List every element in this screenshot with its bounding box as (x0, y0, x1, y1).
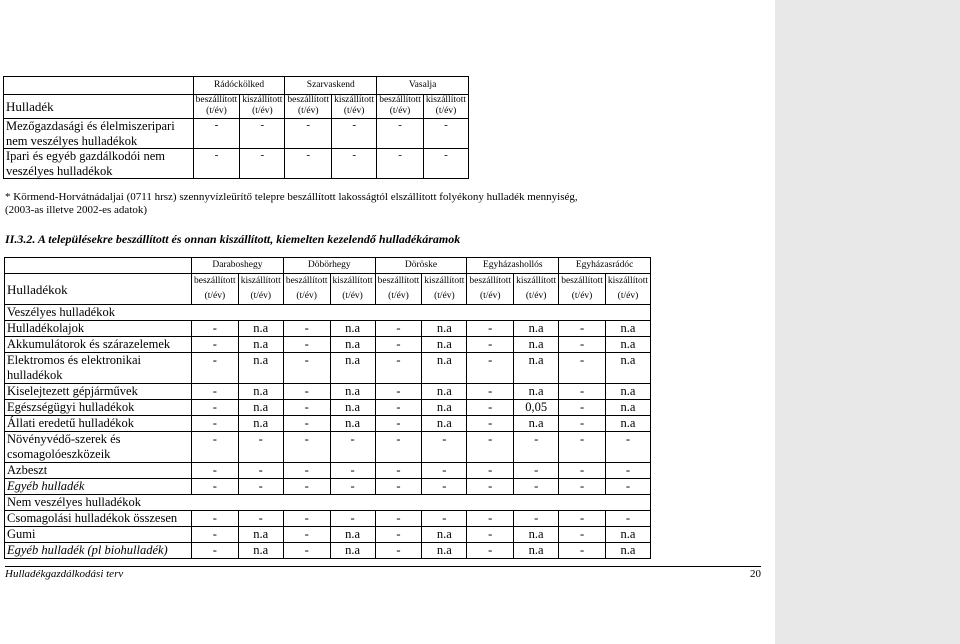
value-cell: - (238, 479, 283, 495)
col-header-in: beszállított (t/év) (192, 274, 239, 305)
value-cell: n.a (330, 353, 375, 384)
col-header-in: beszállított (t/év) (559, 274, 606, 305)
value-cell: - (559, 353, 606, 384)
value-cell: - (514, 432, 559, 463)
value-cell: - (375, 432, 422, 463)
value-cell: - (192, 416, 239, 432)
value-cell: - (330, 479, 375, 495)
row-label: Csomagolási hulladékok összesen (5, 511, 192, 527)
value-cell: n.a (238, 337, 283, 353)
value-cell: - (238, 432, 283, 463)
town-header: Egyházasrádóc (559, 258, 651, 274)
value-cell: - (283, 321, 330, 337)
value-cell: - (375, 337, 422, 353)
town-header: Daraboshegy (192, 258, 284, 274)
col-header-in: beszállított (t/év) (375, 274, 422, 305)
value-cell: n.a (605, 337, 650, 353)
value-cell: - (423, 149, 468, 179)
value-cell: - (330, 511, 375, 527)
table-row (5, 432, 651, 463)
value-cell: - (283, 463, 330, 479)
value-cell: - (559, 511, 606, 527)
value-cell: n.a (422, 527, 467, 543)
value-cell: - (605, 432, 650, 463)
column-header-label: Hulladék (4, 95, 194, 119)
value-cell: - (467, 543, 514, 559)
value-cell: - (514, 511, 559, 527)
value-cell: n.a (422, 321, 467, 337)
value-cell: n.a (422, 416, 467, 432)
table-row (5, 337, 651, 353)
value-cell: n.a (514, 527, 559, 543)
value-cell: - (467, 321, 514, 337)
value-cell: - (559, 527, 606, 543)
value-cell: - (467, 400, 514, 416)
value-cell: - (283, 527, 330, 543)
value-cell: - (559, 416, 606, 432)
value-cell: - (423, 119, 468, 149)
value-cell: - (238, 463, 283, 479)
col-header-in: beszállított (t/év) (467, 274, 514, 305)
row-label: Kiselejtezett gépjárművek (5, 384, 192, 400)
section-label: Nem veszélyes hulladékok (5, 495, 651, 511)
value-cell: - (605, 479, 650, 495)
value-cell: n.a (422, 543, 467, 559)
value-cell: - (467, 432, 514, 463)
value-cell: - (467, 463, 514, 479)
table-row (5, 479, 651, 495)
value-cell: - (559, 384, 606, 400)
table-row (5, 353, 651, 384)
value-cell: - (467, 527, 514, 543)
value-cell: - (192, 527, 239, 543)
value-cell: - (285, 119, 332, 149)
value-cell: - (283, 511, 330, 527)
value-cell: - (332, 119, 377, 149)
value-cell: n.a (238, 384, 283, 400)
value-cell: - (375, 416, 422, 432)
col-header-out: kiszállított (t/év) (240, 95, 285, 119)
town-header: Döbörhegy (283, 258, 375, 274)
value-cell: - (375, 321, 422, 337)
section-label: Veszélyes hulladékok (5, 305, 651, 321)
town-header: Vasalja (377, 77, 469, 95)
value-cell: - (422, 479, 467, 495)
col-header-out: kiszállított (t/év) (330, 274, 375, 305)
value-cell: - (192, 400, 239, 416)
value-cell: - (283, 479, 330, 495)
row-label: Egészségügyi hulladékok (5, 400, 192, 416)
value-cell: n.a (330, 543, 375, 559)
row-label: Ipari és egyéb gazdálkodói nem veszélyes hulladékok (4, 149, 194, 179)
table-row (5, 511, 651, 527)
row-label: Azbeszt (5, 463, 192, 479)
page-footer (5, 566, 761, 580)
value-cell: - (377, 149, 424, 179)
value-cell: n.a (422, 337, 467, 353)
row-label: Akkumulátorok és szárazelemek (5, 337, 192, 353)
value-cell: - (332, 149, 377, 179)
table-row (5, 400, 651, 416)
value-cell: n.a (330, 337, 375, 353)
value-cell: n.a (422, 353, 467, 384)
row-label: Mezőgazdasági és élelmiszeripari nem veszélyes hulladékok (4, 119, 194, 149)
value-cell: - (559, 479, 606, 495)
col-header-in: beszállított (t/év) (377, 95, 424, 119)
value-cell: - (422, 511, 467, 527)
value-cell: n.a (514, 384, 559, 400)
value-cell: - (467, 337, 514, 353)
value-cell: n.a (514, 353, 559, 384)
value-cell: - (283, 384, 330, 400)
value-cell: - (283, 416, 330, 432)
value-cell: n.a (330, 400, 375, 416)
town-header: Egyházashollós (467, 258, 559, 274)
row-label: Növényvédő-szerek és csomagolóeszközeik (5, 432, 192, 463)
value-cell: n.a (330, 321, 375, 337)
town-header: Döröske (375, 258, 467, 274)
value-cell: - (514, 479, 559, 495)
value-cell: n.a (238, 353, 283, 384)
value-cell: - (283, 353, 330, 384)
value-cell: - (375, 527, 422, 543)
value-cell: n.a (514, 416, 559, 432)
value-cell: - (605, 463, 650, 479)
value-cell: - (283, 543, 330, 559)
col-header-out: kiszállított (t/év) (514, 274, 559, 305)
footnote: * Körmend-Horvátnádaljai (0711 hrsz) szennyvízleürítő telepre beszállított lakosságtól elszállított folyékony hulladék mennyiség, (2003-as illetve 2002-es adatok) (5, 191, 578, 216)
value-cell: - (422, 432, 467, 463)
table-row (5, 543, 651, 559)
value-cell: - (192, 337, 239, 353)
value-cell: n.a (605, 416, 650, 432)
value-cell: n.a (330, 384, 375, 400)
col-header-out: kiszállított (t/év) (238, 274, 283, 305)
value-cell: - (375, 400, 422, 416)
value-cell: - (192, 321, 239, 337)
row-label: Állati eredetű hulladékok (5, 416, 192, 432)
value-cell: - (283, 337, 330, 353)
waste-table-1 (3, 76, 469, 179)
col-header-out: kiszállított (t/év) (332, 95, 377, 119)
value-cell: - (192, 543, 239, 559)
value-cell: n.a (514, 337, 559, 353)
value-cell: - (238, 511, 283, 527)
value-cell: - (193, 119, 240, 149)
value-cell: - (375, 479, 422, 495)
value-cell: - (467, 353, 514, 384)
value-cell: n.a (238, 543, 283, 559)
value-cell: n.a (605, 353, 650, 384)
header-blank-cell (5, 258, 192, 274)
page-number: 20 (750, 568, 761, 580)
footer-title: Hulladékgazdálkodási terv (5, 568, 124, 580)
value-cell: - (559, 463, 606, 479)
value-cell: - (283, 432, 330, 463)
value-cell: n.a (514, 543, 559, 559)
value-cell: - (559, 543, 606, 559)
row-label: Gumi (5, 527, 192, 543)
value-cell: - (375, 543, 422, 559)
table-row (5, 321, 651, 337)
value-cell: - (192, 353, 239, 384)
value-cell: - (192, 384, 239, 400)
value-cell: - (240, 119, 285, 149)
table-row (5, 463, 651, 479)
table-row (4, 119, 469, 149)
section-row (5, 305, 651, 321)
value-cell: n.a (238, 416, 283, 432)
value-cell: - (240, 149, 285, 179)
value-cell: n.a (330, 416, 375, 432)
value-cell: - (375, 463, 422, 479)
value-cell: n.a (605, 400, 650, 416)
value-cell: - (467, 384, 514, 400)
value-cell: n.a (605, 527, 650, 543)
value-cell: n.a (238, 321, 283, 337)
value-cell: n.a (605, 321, 650, 337)
value-cell: n.a (330, 527, 375, 543)
waste-table-2 (4, 257, 651, 559)
value-cell: - (467, 479, 514, 495)
row-label: Egyéb hulladék (5, 479, 192, 495)
col-header-out: kiszállított (t/év) (422, 274, 467, 305)
value-cell: - (467, 416, 514, 432)
value-cell: n.a (238, 400, 283, 416)
row-label: Elektromos és elektronikai hulladékok (5, 353, 192, 384)
value-cell: - (193, 149, 240, 179)
col-header-in: beszállított (t/év) (193, 95, 240, 119)
value-cell: n.a (514, 321, 559, 337)
value-cell: - (375, 353, 422, 384)
col-header-in: beszállított (t/év) (285, 95, 332, 119)
value-cell: - (375, 384, 422, 400)
value-cell: - (514, 463, 559, 479)
town-header: Szarvaskend (285, 77, 377, 95)
col-header-out: kiszállított (t/év) (423, 95, 468, 119)
right-margin-panel (775, 0, 960, 644)
value-cell: - (192, 511, 239, 527)
header-blank-cell (4, 77, 194, 95)
value-cell: - (559, 432, 606, 463)
row-label: Egyéb hulladék (pl biohulladék) (5, 543, 192, 559)
value-cell: - (192, 432, 239, 463)
value-cell: - (422, 463, 467, 479)
value-cell: - (285, 149, 332, 179)
value-cell: n.a (605, 384, 650, 400)
table-row (5, 527, 651, 543)
col-header-in: beszállított (t/év) (283, 274, 330, 305)
value-cell: - (559, 400, 606, 416)
col-header-out: kiszállított (t/év) (605, 274, 650, 305)
value-cell: n.a (422, 384, 467, 400)
table-row (5, 416, 651, 432)
value-cell: - (192, 463, 239, 479)
value-cell: - (377, 119, 424, 149)
column-header-label: Hulladékok (5, 274, 192, 305)
table-row (4, 149, 469, 179)
town-header: Rádóckölked (193, 77, 285, 95)
value-cell: - (330, 432, 375, 463)
value-cell: - (375, 511, 422, 527)
value-cell: 0,05 (514, 400, 559, 416)
value-cell: - (192, 479, 239, 495)
table-row (5, 384, 651, 400)
section-heading: II.3.2. A településekre beszállított és onnan kiszállított, kiemelten kezelendő hulladékáramok (5, 232, 461, 246)
value-cell: - (330, 463, 375, 479)
value-cell: n.a (605, 543, 650, 559)
value-cell: - (283, 400, 330, 416)
value-cell: n.a (422, 400, 467, 416)
value-cell: - (467, 511, 514, 527)
section-row (5, 495, 651, 511)
value-cell: - (559, 337, 606, 353)
value-cell: - (605, 511, 650, 527)
row-label: Hulladékolajok (5, 321, 192, 337)
value-cell: n.a (238, 527, 283, 543)
value-cell: - (559, 321, 606, 337)
